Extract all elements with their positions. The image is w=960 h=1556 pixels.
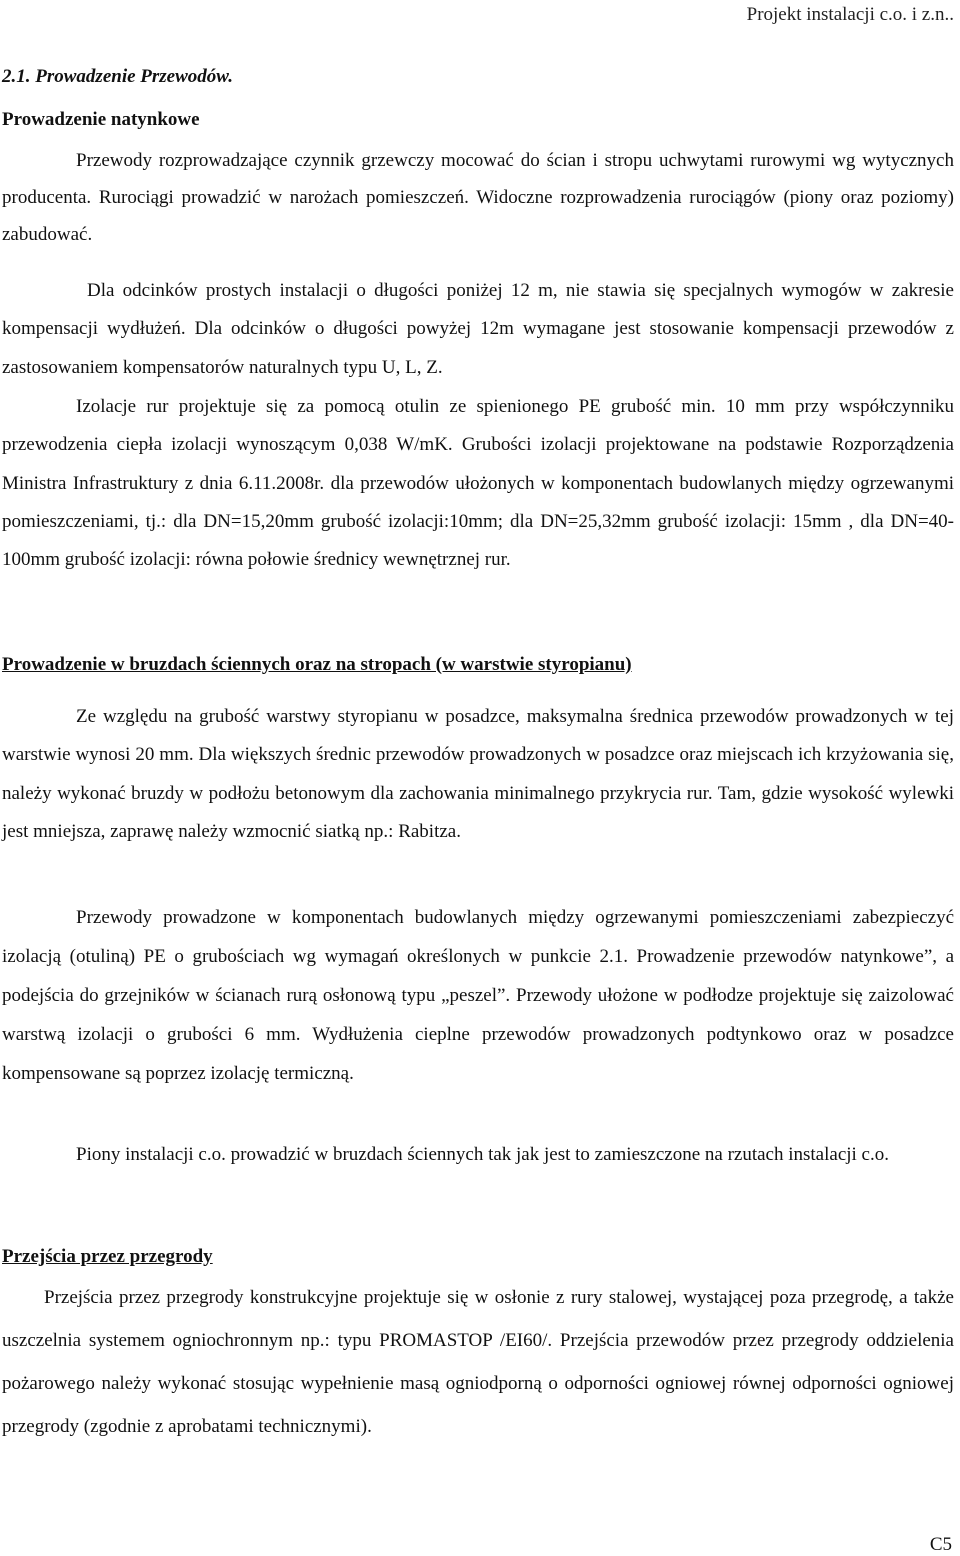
section-title: 2.1. Prowadzenie Przewodów.: [2, 66, 233, 87]
paragraph-bruzdy-1: Ze względu na grubość warstwy styropianu w posadzce, maksymalna średnica przewodów prowadzonych w tej warstwie wynosi 20 mm. Dla większych średnic przewodów prowadzonych w posadzce oraz miejscach ich krzyżowania się, należy wykonać bruzdy w podłożu betonowym dla zachowania minimalnego przykrycia rur. Tam, gdzie wysokość wylewki jest mniejsza, zaprawę należy wzmocnić siatką np.: Rabitza.: [2, 706, 954, 842]
paragraph-natynkowe-3: Izolacje rur projektuje się za pomocą otulin ze spienionego PE grubość min. 10 mm przy współczynniku przewodzenia ciepła izolacji wynoszącym 0,038 W/mK. Grubości izolacji projektowane na podstawie Rozporządzenia Ministra Infrastruktury z dnia 6.11.2008r. dla przewodów ułożonych w komponentach budowlanych między ogrzewanymi pomieszczeniami, tj.: dla DN=15,20mm grubość izolacji:10mm; dla DN=25,32mm grubość izolacji: 15mm , dla DN=40-100mm grubość izolacji: równa połowie średnicy wewnętrznej rur.: [2, 396, 954, 571]
heading-bruzdy: Prowadzenie w bruzdach ściennych oraz na stropach (w warstwie styropianu): [2, 654, 632, 675]
page-number: C5: [929, 1534, 952, 1555]
paragraph-przegrody-1: Przejścia przez przegrody konstrukcyjne projektuje się w osłonie z rury stalowej, wystającej poza przegrodę, a także uszczelnia systemem ogniochronnym np.: typu PROMASTOP /EI60/. Przejścia przewodów przez przegrody oddzielenia pożarowego należy wykonać stosując wypełnienie masą ogniodporną o odporności ogniowej równej odporności ogniowej przegrody (zgodnie z aprobatami technicznymi).: [2, 1287, 954, 1437]
running-header: Projekt instalacji c.o. i z.n..: [746, 4, 954, 25]
paragraph-natynkowe-1: Przewody rozprowadzające czynnik grzewczy mocować do ścian i stropu uchwytami rurowymi wg wytycznych producenta. Rurociągi prowadzić w narożach pomieszczeń. Widoczne rozprowadzenia rurociągów (piony oraz poziomy) zabudować.: [2, 150, 954, 245]
paragraph-bruzdy-2: Przewody prowadzone w komponentach budowlanych między ogrzewanymi pomieszczeniami zabezpieczyć izolacją (otuliną) PE o grubościach wg wymagań określonych w punkcie 2.1. Prowadzenie przewodów natynkowe”, a podejścia do grzejników w ścianach rurą osłonową typu „peszel”. Przewody ułożone w podłodze projektuje się zaizolować warstwą izolacji o grubości 6 mm. Wydłużenia cieplne przewodów prowadzonych podtynkowo oraz w posadzce kompensowane są poprzez izolację termiczną.: [2, 907, 954, 1084]
paragraph-natynkowe-2: Dla odcinków prostych instalacji o długości poniżej 12 m, nie stawia się specjalnych wymogów w zakresie kompensacji wydłużeń. Dla odcinków o długości powyżej 12m wymagane jest stosowanie kompensacji przewodów z zastosowaniem kompensatorów naturalnych typu U, L, Z.: [2, 280, 954, 378]
heading-natynkowe: Prowadzenie natynkowe: [2, 109, 200, 130]
heading-przegrody: Przejścia przez przegrody: [2, 1246, 213, 1267]
paragraph-bruzdy-3: Piony instalacji c.o. prowadzić w bruzdach ściennych tak jak jest to zamieszczone na rzutach instalacji c.o.: [76, 1144, 889, 1165]
